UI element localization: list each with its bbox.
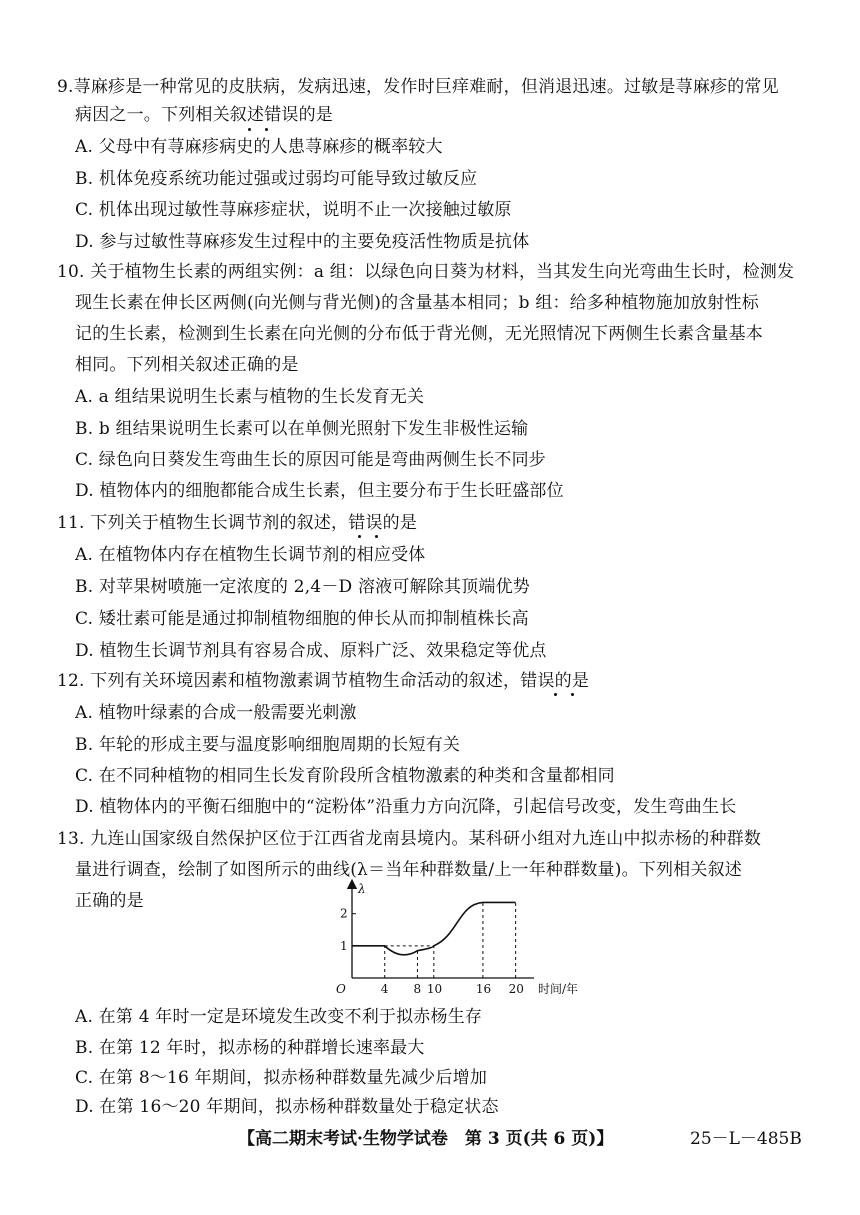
footer-title: 【高二期末考试·生物学试卷 第 3 页(共 6 页)】 — [238, 1129, 614, 1149]
x-tick-label: 8 — [413, 982, 422, 996]
footer-code: 25－L－485B — [690, 1129, 802, 1149]
q10-stem-line-4: 相同。下列相关叙述正确的是 — [75, 355, 299, 375]
q9-stem-line-1: 9.荨麻疹是一种常见的皮肤病，发病迅速，发作时巨痒难耐，但消退迅速。过敏是荨麻疹的常见 — [57, 77, 779, 97]
q13-stem-line-2: 量进行调查，绘制了如图所示的曲线(λ＝当年种群数量/上一年种群数量)。下列相关叙述 — [75, 860, 742, 880]
q13-option-a: A. 在第 4 年时一定是环境发生改变不利于拟赤杨生存 — [75, 1007, 483, 1027]
emphasis-dot — [248, 128, 251, 131]
q10-option-a: A. a 组结果说明生长素与植物的生长发育无关 — [75, 387, 425, 407]
q10-option-b: B. b 组结果说明生长素可以在单侧光照射下发生非极性运输 — [75, 419, 529, 439]
q11-option-b: B. 对苹果树喷施一定浓度的 2,4－D 溶液可解除其顶端优势 — [75, 577, 530, 597]
origin-label: O — [336, 982, 346, 996]
q9-stem-line-2: 病因之一。下列相关叙述错误的是 — [75, 105, 333, 125]
q13-stem-line-3: 正确的是 — [75, 891, 144, 911]
q10-option-c: C. 绿色向日葵发生弯曲生长的原因可能是弯曲两侧生长不同步 — [75, 450, 547, 470]
emphasis-dot — [358, 535, 361, 538]
q13-option-c: C. 在第 8～16 年期间，拟赤杨种群数量先减少后增加 — [75, 1068, 488, 1088]
lambda-line-chart — [326, 880, 579, 998]
emphasis-dot — [571, 693, 574, 696]
q11-option-d: D. 植物生长调节剂具有容易合成、原料广泛、效果稳定等优点 — [75, 641, 547, 661]
q10-option-d: D. 植物体内的细胞都能合成生长素，但主要分布于生长旺盛部位 — [75, 481, 564, 501]
q10-stem-line-1: 10. 关于植物生长素的两组实例：a 组：以绿色向日葵为材料，当其发生向光弯曲生长时，检测发 — [57, 262, 795, 282]
y-tick-label: 2 — [340, 906, 348, 921]
x-tick-label: 4 — [380, 982, 389, 996]
q12-option-b: B. 年轮的形成主要与温度影响细胞周期的长短有关 — [75, 735, 461, 755]
x-tick-label: 10 — [426, 982, 443, 996]
y-axis-label: λ — [358, 882, 366, 896]
q13-option-d: D. 在第 16～20 年期间，拟赤杨种群数量处于稳定状态 — [75, 1097, 499, 1117]
x-tick-label: 20 — [508, 982, 524, 996]
q12-option-d: D. 植物体内的平衡石细胞中的“淀粉体”沿重力方向沉降，引起信号改变，发生弯曲生长 — [75, 797, 737, 817]
q11-stem-line-1: 11. 下列关于植物生长调节剂的叙述，错误的是 — [57, 513, 418, 533]
x-axis-label: 时间/年 — [538, 982, 579, 996]
q9-option-b: B. 机体免疫系统功能过强或过弱均可能导致过敏反应 — [75, 169, 478, 189]
emphasis-dot — [554, 693, 557, 696]
q12-option-c: C. 在不同种植物的相同生长发育阶段所含植物激素的种类和含量都相同 — [75, 766, 615, 786]
y-tick-label: 1 — [340, 938, 348, 953]
q10-stem-line-2: 现生长素在伸长区两侧(向光侧与背光侧)的含量基本相同；b 组：给多种植物施加放射性标 — [75, 293, 759, 313]
q10-stem-line-3: 记的生长素，检测到生长素在向光侧的分布低于背光侧，无光照情况下两侧生长素含量基本 — [75, 324, 763, 344]
q9-option-a: A. 父母中有荨麻疹病史的人患荨麻疹的概率较大 — [75, 137, 443, 157]
q11-option-a: A. 在植物体内存在植物生长调节剂的相应受体 — [75, 545, 426, 565]
emphasis-dot — [375, 535, 378, 538]
emphasis-dot — [265, 128, 268, 131]
x-tick-label: 16 — [475, 982, 492, 996]
q11-option-c: C. 矮壮素可能是通过抑制植物细胞的伸长从而抑制植株长高 — [75, 609, 529, 629]
q13-option-b: B. 在第 12 年时，拟赤杨的种群增长速率最大 — [75, 1038, 425, 1058]
q12-stem-line-1: 12. 下列有关环境因素和植物激素调节植物生命活动的叙述，错误的是 — [57, 671, 590, 691]
q9-option-d: D. 参与过敏性荨麻疹发生过程中的主要免疫活性物质是抗体 — [75, 232, 530, 252]
q9-option-c: C. 机体出现过敏性荨麻疹症状，说明不止一次接触过敏原 — [75, 200, 512, 220]
lambda-curve — [352, 902, 516, 954]
q12-option-a: A. 植物叶绿素的合成一般需要光刺激 — [75, 703, 357, 723]
q13-stem-line-1: 13. 九连山国家级自然保护区位于江西省龙南县境内。某科研小组对九连山中拟赤杨的种群数 — [57, 829, 762, 849]
